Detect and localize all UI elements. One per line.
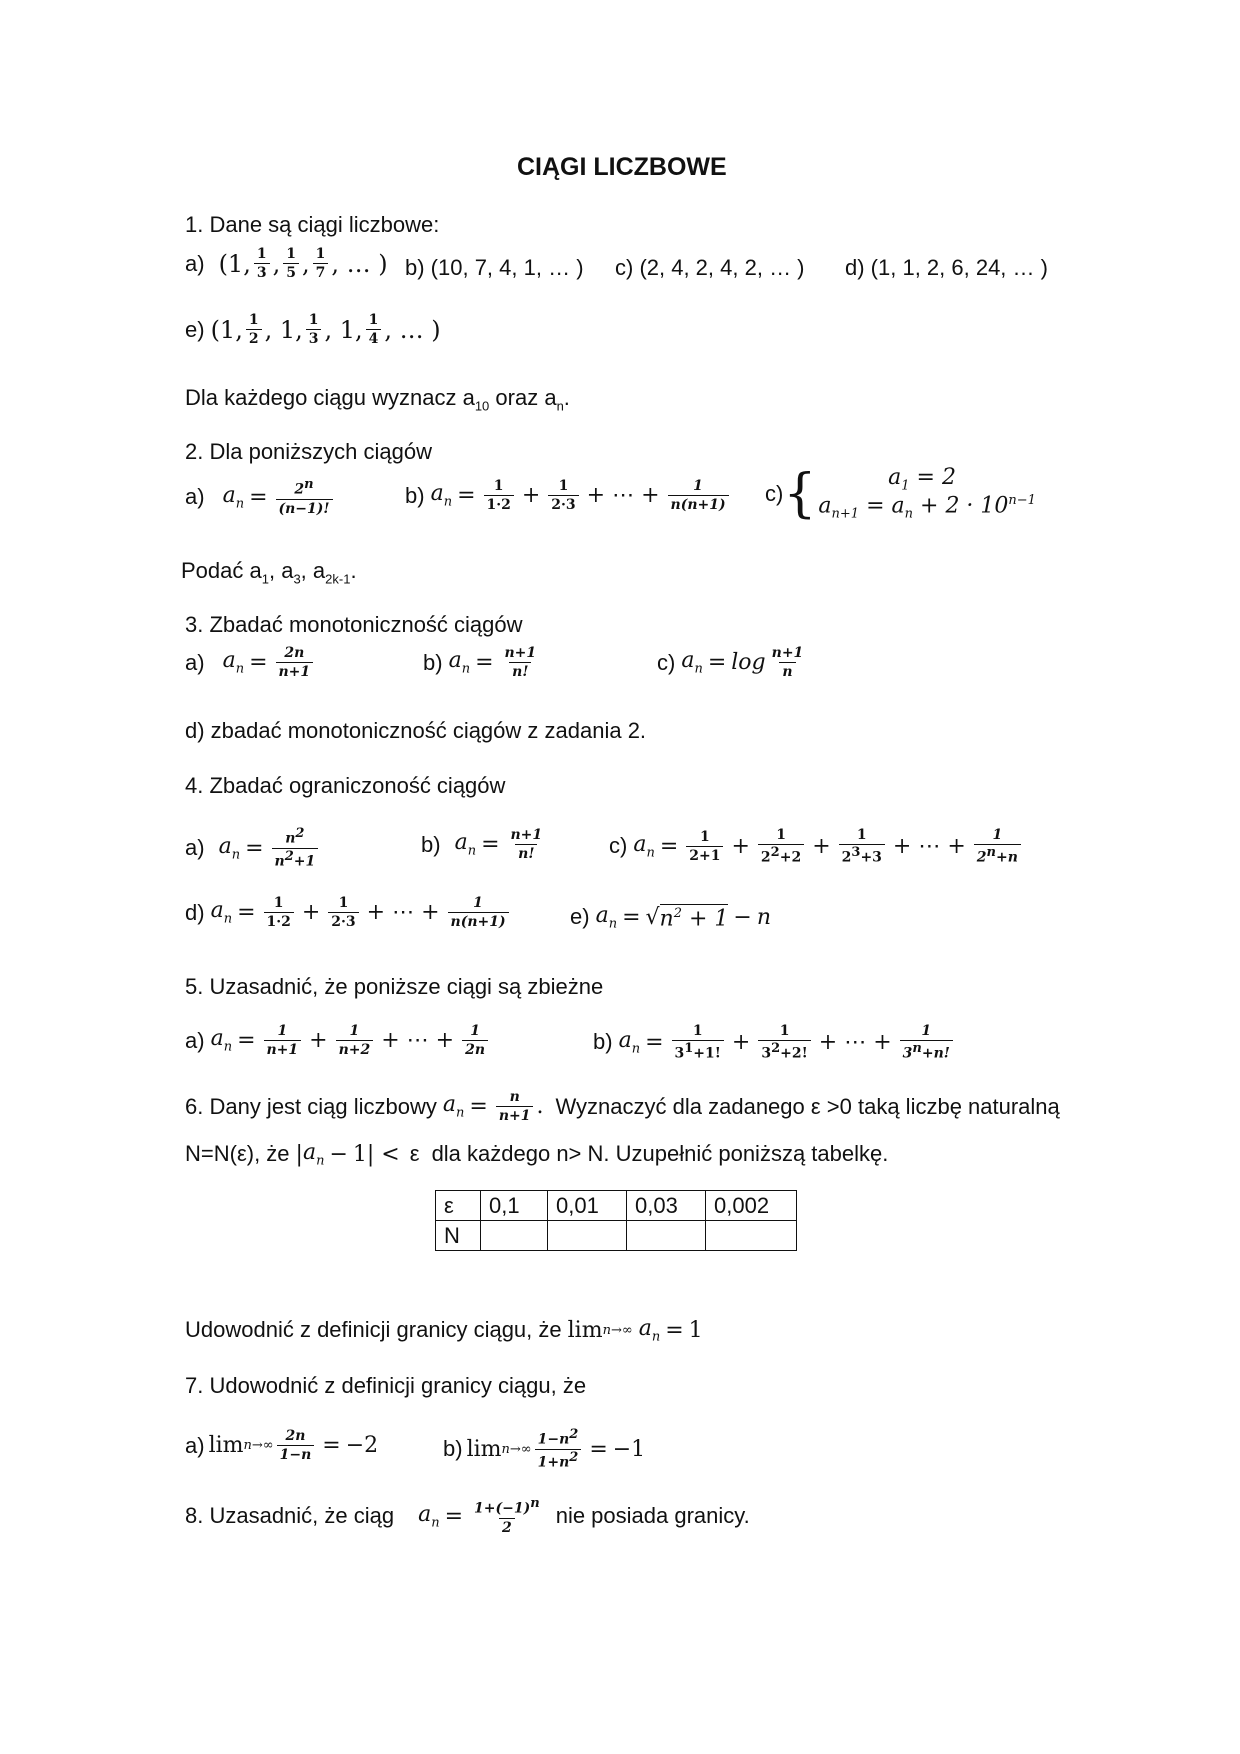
fraction: $\frac{1}{n+1}$ — [264, 1023, 302, 1058]
math: (1, — [218, 249, 251, 278]
fraction: $\frac{1}{n+2}$ — [336, 1023, 374, 1058]
table-row — [436, 1191, 797, 1221]
table-cell: 0,03 — [627, 1191, 706, 1221]
task1-seq-b: b) (10, 7, 4, 1, … ) — [405, 255, 584, 280]
table-cell — [481, 1221, 548, 1251]
fraction: $\frac{1}{4}$ — [366, 312, 382, 347]
epsilon-table — [435, 1190, 797, 1251]
table-cell — [548, 1221, 627, 1251]
task7-formula-b: b) lim n→∞ $\frac{1-n^2}{1+n^2}$ = −1 — [443, 1427, 646, 1471]
task6-line2: N=N(ε), że | $a_n$ − 1| < ε dla każdego n> N. Uzupełnić poniższą tabelkę. — [185, 1140, 889, 1169]
page-title: CIĄGI LICZBOWE — [517, 153, 727, 181]
fraction: $\frac{1}{1\cdot 2}$ — [484, 478, 514, 513]
fraction: $\frac{1}{3}$ — [254, 246, 270, 281]
task6-line1: 6. Dany jest ciąg liczbowy $a_n$ = $\frac{n}{n+1}$ . Wyznaczyć dla zadanego ε >0 taką liczbę naturalną — [185, 1089, 1060, 1125]
task1-a-label: a) — [185, 250, 205, 276]
fraction: $\frac{1}{2\cdot 3}$ — [328, 895, 358, 930]
fraction: $\frac{1}{2^3+3}$ — [839, 827, 885, 866]
task4-formula-c: c) $a_n$ = $\frac{1}{2+1}$ + $\frac{1}{2^2+2}$ + $\frac{1}{2^3+3}$ + ⋯ + $\frac{1}{2^n+n}$ — [609, 827, 1024, 866]
task5-formula-b: b) $a_n$ = $\frac{1}{3^1+1!}$ + $\frac{1}{3^2+2!}$ + ⋯ + $\frac{1}{3^n+n!}$ — [593, 1023, 956, 1062]
fraction: $\frac{1}{3^2+2!}$ — [758, 1023, 810, 1062]
brace-icon: { — [783, 463, 817, 524]
fraction: $\frac{1}{3}$ — [306, 312, 322, 347]
task1-heading: 1. Dane są ciągi liczbowe: — [185, 212, 440, 237]
fraction: $\frac{1}{2^2+2}$ — [758, 827, 804, 866]
task2-formula-b: b) $a_n$ = $\frac{1}{1\cdot 2}$ + $\frac{1}{2\cdot 3}$ + ⋯ + $\frac{1}{n(n+1)}$ — [405, 478, 732, 513]
task2-formula-c: c) { $a_1 = 2$ $a_{n+1} = a_n + 2 \cdot 10^{n-1}$ — [765, 463, 1036, 524]
task7-formula-a: a) lim n→∞ $\frac{2n}{1-n}$ = −2 — [185, 1428, 379, 1464]
fraction: $\frac{n+1}{n!}$ — [510, 827, 543, 863]
fraction: $\frac{n+1}{n!}$ — [504, 645, 537, 681]
task4-formula-a: a) $a_n$ = $\frac{n^2}{n^2+1}$ — [185, 827, 321, 870]
task5-heading: 5. Uzasadnić, że poniższe ciągi są zbieżne — [185, 974, 604, 999]
fraction: $\frac{1}{n(n+1)}$ — [448, 895, 509, 930]
fraction: $\frac{1-n^2}{1+n^2}$ — [535, 1428, 582, 1471]
table-cell: ε — [436, 1191, 481, 1221]
task4-formula-e: e) $a_n$ = √ $n^2 + 1$ − n — [570, 903, 772, 932]
task1-seq-d: d) (1, 1, 2, 6, 24, … ) — [845, 255, 1048, 280]
table-cell — [706, 1221, 797, 1251]
task1-e-label: e) — [185, 316, 205, 342]
task1-seq-e: e) (1, $\frac{1}{2}$ , 1, $\frac{1}{3}$ , 1, $\frac{1}{4}$ , … ) — [185, 312, 441, 348]
fraction: $\frac{1}{3^1+1!}$ — [672, 1023, 724, 1062]
task1-seq-a: a) (1, $\frac{1}{3}$ , $\frac{1}{5}$ , $\frac{1}{7}$ , … ) — [185, 246, 388, 282]
task4-formula-d: d) $a_n$ = $\frac{1}{1\cdot 2}$ + $\frac{1}{2\cdot 3}$ + ⋯ + $\frac{1}{n(n+1)}$ — [185, 895, 512, 930]
task2-heading: 2. Dla poniższych ciągów — [185, 439, 433, 464]
task2-instruction: Podać $a_1$, $a_3$, $a_{2k-1}$. — [181, 558, 357, 587]
task1-instruction: Dla każdego ciągu wyznacz $a_{10}$ oraz $a_n$. — [185, 385, 570, 414]
fraction: $\frac{1}{2}$ — [246, 312, 262, 347]
task1-seq-c: c) (2, 4, 2, 4, 2, … ) — [615, 255, 805, 280]
task7-heading: 7. Udowodnić z definicji granicy ciągu, że — [185, 1373, 587, 1398]
table-row — [436, 1221, 797, 1251]
fraction: $\frac{1}{1\cdot 2}$ — [264, 895, 294, 930]
task3-formula-c: c) $a_n$ = log $\frac{n+1}{n}$ — [657, 645, 809, 680]
task2-formula-a: a) $a_n$ = $\frac{2^n}{(n-1)!}$ — [185, 478, 336, 517]
fraction: $\frac{1}{n(n+1)}$ — [668, 478, 729, 513]
table-cell: N — [436, 1221, 481, 1251]
table-cell: 0,01 — [548, 1191, 627, 1221]
task3-d: d) zbadać monotoniczność ciągów z zadania 2. — [185, 718, 647, 743]
fraction: $\frac{n}{n+1}$ — [496, 1089, 534, 1124]
fraction: $\frac{1+(-1)^n}{2}$ — [474, 1496, 540, 1536]
fraction: $\frac{1}{2n}$ — [462, 1023, 488, 1058]
task3-formula-a: a) $a_n$ = $\frac{2n}{n+1}$ — [185, 645, 316, 680]
table-cell: 0,002 — [706, 1191, 797, 1221]
fraction: $\frac{2^n}{(n-1)!}$ — [276, 478, 333, 517]
fraction: $\frac{1}{2+1}$ — [686, 829, 723, 864]
task5-formula-a: a) $a_n$ = $\frac{1}{n+1}$ + $\frac{1}{n+2}$ + ⋯ + $\frac{1}{2n}$ — [185, 1023, 491, 1058]
fraction: $\frac{2n}{1-n}$ — [277, 1428, 315, 1463]
fraction: $\frac{n^2}{n^2+1}$ — [272, 827, 319, 870]
fraction: $\frac{n+1}{n}$ — [771, 645, 804, 681]
task4-formula-b: b) $a_n$ = $\frac{n+1}{n!}$ — [421, 827, 548, 862]
fraction: $\frac{2n}{n+1}$ — [276, 645, 314, 680]
task3-formula-b: b) $a_n$ = $\frac{n+1}{n!}$ — [423, 645, 542, 680]
fraction: $\frac{1}{2\cdot 3}$ — [548, 478, 578, 513]
fraction: $\frac{1}{5}$ — [283, 246, 299, 281]
fraction: $\frac{1}{2^n+n}$ — [974, 827, 1021, 866]
fraction: $\frac{1}{3^n+n!}$ — [900, 1023, 953, 1062]
task8-line: 8. Uzasadnić, że ciąg $a_n$ = $\frac{1+(-1)^n}{2}$ nie posiada granicy. — [185, 1496, 750, 1536]
task4-heading: 4. Zbadać ograniczoność ciągów — [185, 773, 506, 798]
fraction: $\frac{1}{7}$ — [313, 246, 329, 281]
task3-heading: 3. Zbadać monotoniczność ciągów — [185, 612, 523, 637]
table-cell — [627, 1221, 706, 1251]
task6-proof: Udowodnić z definicji granicy ciągu, że lim n→∞ $a_n$ = 1 — [185, 1316, 703, 1345]
table-cell: 0,1 — [481, 1191, 548, 1221]
